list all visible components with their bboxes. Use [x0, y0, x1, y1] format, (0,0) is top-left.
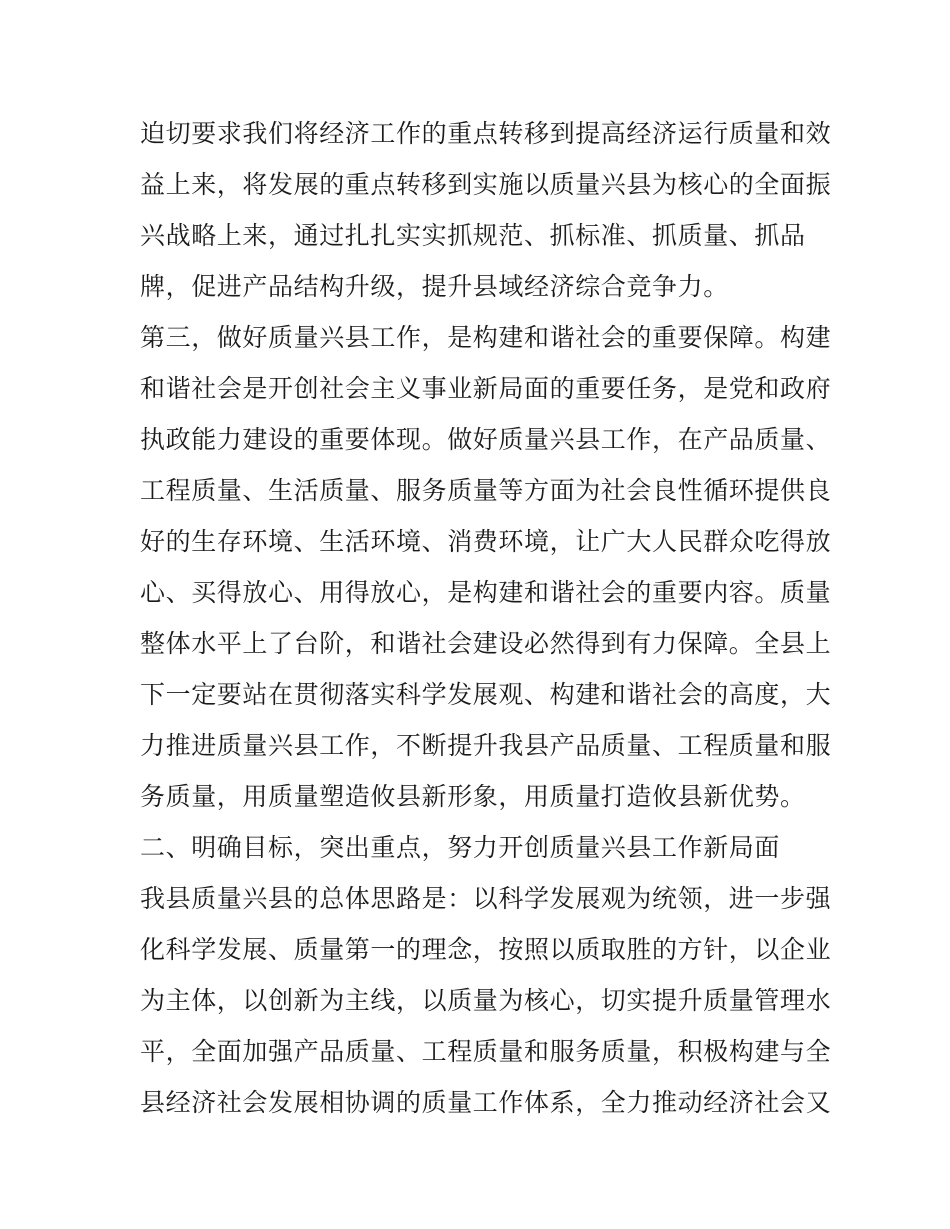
text-line: 牌，促进产品结构升级，提升县域经济综合竞争力。: [140, 272, 729, 301]
text-line: 兴战略上来，通过扎扎实实抓规范、抓标准、抓质量、抓品: [140, 221, 806, 250]
text-line: 平，全面加强产品质量、工程质量和服务质量，积极构建与全: [140, 1037, 832, 1066]
text-line: 县经济社会发展相协调的质量工作体系，全力推动经济社会又: [140, 1088, 832, 1117]
text-line: 力推进质量兴县工作，不断提升我县产品质量、工程质量和服: [140, 731, 832, 760]
text-line: 和谐社会是开创社会主义事业新局面的重要任务，是党和政府: [140, 374, 832, 403]
text-line: 为主体，以创新为主线，以质量为核心，切实提升质量管理水: [140, 986, 832, 1015]
text-line: 执政能力建设的重要体现。做好质量兴县工作，在产品质量、: [140, 425, 832, 454]
body-text: [140, 108, 832, 1128]
text-line: 益上来，将发展的重点转移到实施以质量兴县为核心的全面振: [140, 170, 832, 199]
text-line: 我县质量兴县的总体思路是：以科学发展观为统领，进一步强: [140, 884, 832, 913]
text-line: 工程质量、生活质量、服务质量等方面为社会良性循环提供良: [140, 476, 832, 505]
text-line: 迫切要求我们将经济工作的重点转移到提高经济运行质量和效: [140, 119, 832, 148]
text-line: 心、买得放心、用得放心，是构建和谐社会的重要内容。质量: [140, 578, 832, 607]
text-line: 整体水平上了台阶，和谐社会建设必然得到有力保障。全县上: [140, 629, 832, 658]
text-line: 第三，做好质量兴县工作，是构建和谐社会的重要保障。构建: [140, 323, 832, 352]
section-heading: 二、明确目标，突出重点，努力开创质量兴县工作新局面: [140, 833, 781, 862]
text-line: 化科学发展、质量第一的理念，按照以质取胜的方针，以企业: [140, 935, 832, 964]
text-line: 好的生存环境、生活环境、消费环境，让广大人民群众吃得放: [140, 527, 832, 556]
text-line: 务质量，用质量塑造攸县新形象，用质量打造攸县新优势。: [140, 782, 806, 811]
text-line: 下一定要站在贯彻落实科学发展观、构建和谐社会的高度，大: [140, 680, 832, 709]
